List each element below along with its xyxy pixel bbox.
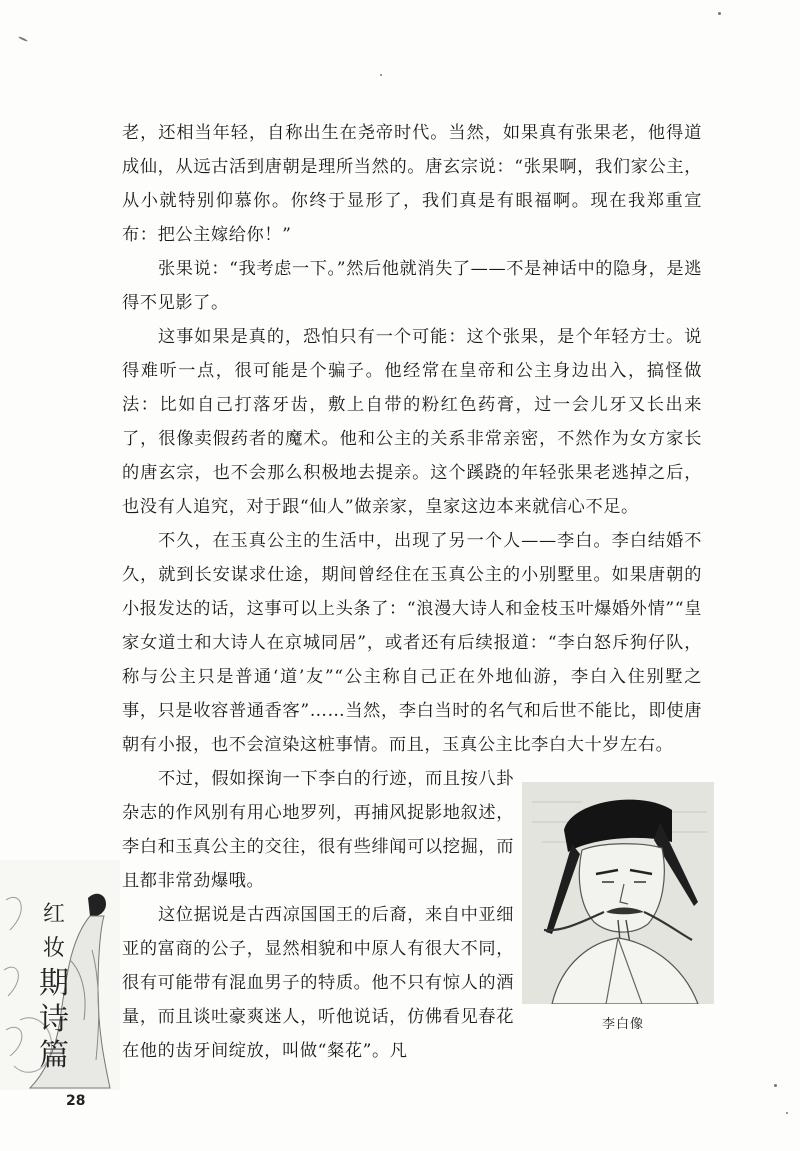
paragraph-4: 不久，在玉真公主的生活中，出现了另一个人——李白。李白结婚不久，就到长安谋求仕途，期间曾经住在玉真公主的小别墅里。如果唐朝的小报发达的话，这事可以上头条了：“浪漫大诗人和金枝玉叶爆婚外情”“皇家女道士和大诗人在京城同居”，或者还有后续报道：“李白怒斥狗仔队，称与公主只是普通‘道’友”“公主称自己正在外地仙游，李白入住别墅之事，只是收容普通香客”……当然，李白当时的名气和后世不能比，即使唐朝有小报，也不会渲染这桩事情。而且，玉真公主比李白大十岁左右。 (122, 531, 702, 755)
portrait-caption: 李白像 (601, 1017, 644, 1032)
sidebar-title (34, 898, 74, 1074)
paragraph-1: 老，还相当年轻，自称出生在尧帝时代。当然，如果真有张果老，他得道成仙，从远古活到唐朝是理所当然的。唐玄宗说：“张果啊，我们家公主，从小就特别仰慕你。你终于显形了，我们真是有眼福啊。现在我郑重宣布：把公主嫁给你！” (122, 123, 702, 245)
sidebar-char: 红 (42, 902, 65, 927)
scan-speck (718, 12, 721, 15)
scan-speck (18, 36, 28, 42)
sidebar-char: 期 (39, 966, 69, 1001)
paragraph-2: 张果说：“我考虑一下。”然后他就消失了——不是神话中的隐身，是逃得不见影了。 (122, 259, 703, 313)
page-number: 28 (66, 1093, 86, 1109)
scan-speck (786, 1112, 788, 1114)
paragraph-5: 不过，假如探询一下李白的行迹，而且按八卦杂志的作风别有用心地罗列，再捕风捉影地叙述，李白和玉真公主的交往，很有些绯闻可以挖掘，而且都非常劲爆哦。 (122, 769, 514, 891)
sidebar-char: 妆 (42, 936, 65, 961)
li-bai-portrait-icon (522, 782, 714, 1004)
paragraph-6: 这位据说是古西凉国国王的后裔，来自中亚细亚的富商的公子，显然相貌和中原人有很大不同，很有可能带有混血男子的特质。他不只有惊人的酒量，而且谈吐豪爽迷人，听他说话，仿佛看见春花在他的齿牙间绽放，叫做“粲花”。凡 (122, 905, 514, 1061)
main-text-column (122, 116, 702, 762)
sidebar-char: 篇 (39, 1038, 69, 1073)
scan-speck (774, 1084, 777, 1087)
narrow-text-column (122, 762, 514, 1068)
sidebar-char: 诗 (39, 1002, 69, 1037)
paragraph-3: 这事如果是真的，恐怕只有一个可能：这个张果，是个年轻方士。说得难听一点，很可能是个骗子。他经常在皇帝和公主身边出入，搞怪做法：比如自己打落牙齿，敷上自带的粉红色药膏，过一会儿牙又长出来了，很像卖假药者的魔术。他和公主的关系非常亲密，不然作为女方家长的唐玄宗，也不会那么积极地去提亲。这个蹊跷的年轻张果老逃掉之后，也没有人追究，对于跟“仙人”做亲家，皇家这边本来就信心不足。 (122, 327, 702, 517)
scan-speck (380, 74, 382, 76)
portrait-image (522, 782, 714, 1004)
